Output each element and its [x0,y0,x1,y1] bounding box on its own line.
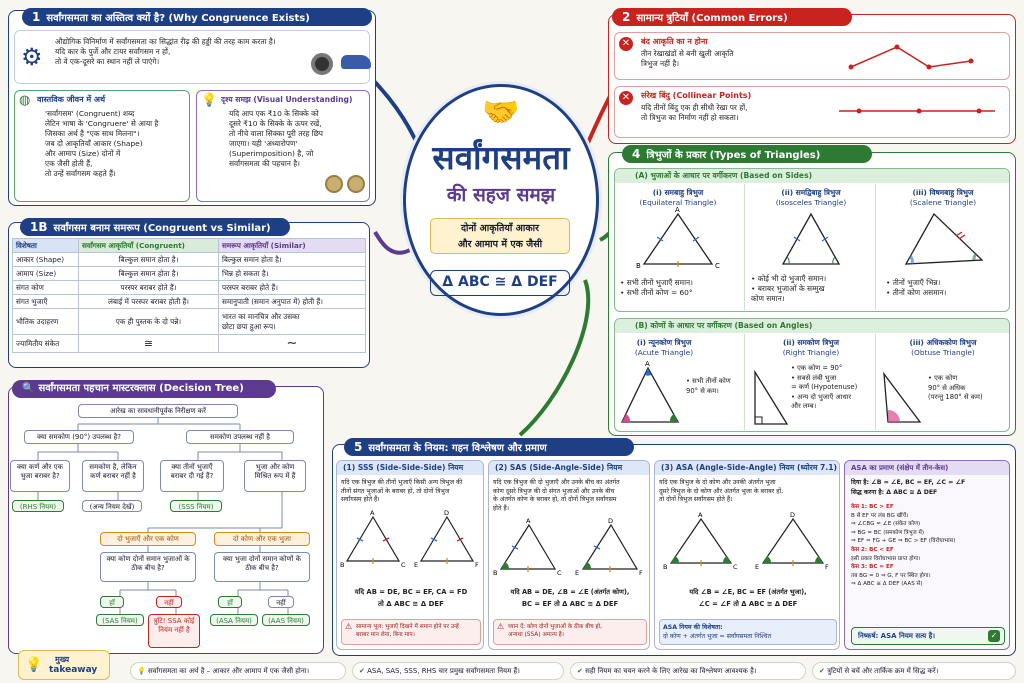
section-1b-number: 1B [30,220,48,234]
isosceles-en: (Isosceles Triangle) [775,198,847,207]
proof-line: ⇒ Δ ABC ≅ Δ DEF (AAS से) [851,581,923,588]
takeaway-item-1 [130,662,346,680]
takeaway-title-1: मुख्य [55,655,70,664]
proof-given: दिया है: ∠B = ∠E, BC = EF, ∠C = ∠F [851,479,966,486]
equilateral-name: (i) समबाहु त्रिभुज [652,188,704,197]
error-1-text [641,49,841,69]
obtuse-en: (Obtuse Triangle) [911,348,975,357]
real-life-title: वास्तविक जीवन में अर्थ [37,95,106,104]
sas-line: के अंतर्गत कोण के बराबर हो, तो दोनों त्रिभुज सर्वांगसम [493,496,617,503]
sss-line: तीनों संगत भुजाओं के बराबर हों, तो दोनों त्रिभुज [341,487,450,495]
asa-eq-2: ∠C = ∠F तो Δ ABC ≅ Δ DEF [698,600,798,608]
takeaway-text: त्रुटियों से बचें और तार्किक क्रम में सिद्ध करें। [827,667,939,675]
sss-eq-1: यदि AB = DE, BC = EF, CA = FD [354,588,468,596]
vertex-label: D [790,511,796,519]
vertex-label: A [698,511,703,519]
right-points [791,364,877,412]
center-tagline-box [430,218,570,254]
point: • कोई भी दो भुजाएँ समान। [751,274,827,283]
asa-text [659,479,839,505]
table-cell: संगत भुजाएँ [13,295,79,309]
real-life-box [14,90,190,202]
sss-warn-line: सामान्य भूल: भुजाएँ दिखने में समान होने पर उन्हें [356,624,459,630]
sas-text [493,479,649,513]
point: • तीनों कोण असमान। [886,288,947,297]
point: कोण समान। [751,294,785,303]
table-row [13,253,366,267]
vertex-label: C [557,569,562,577]
point: (परन्तु 180° से कम) [928,393,983,401]
asa-line: तो दोनों त्रिभुज सर्वांगसम होते हैं। [659,496,733,503]
industry-box [14,30,370,84]
section-4-title: त्रिभुजों के प्रकार (Types of Triangles) [646,150,821,161]
proof-lines [851,503,1009,589]
obtuse-triangle [880,366,924,426]
scalene-en: (Scalene Triangle) [909,198,977,207]
tire-icon [311,53,333,75]
table-header: सर्वांगसम आकृतियाँ (Congruent) [79,239,219,253]
sas-eq-1: यदि AB = DE, ∠B = ∠E (अंतर्गत कोण), [510,588,630,596]
vertex-label: E [755,563,760,571]
tree-other-result: (अन्य नियम देखें) [82,500,142,512]
table-cell: ∼ [219,335,366,353]
section-1b-title: सर्वांगसम बनाम समरूप (Congruent vs Similar) [53,223,271,234]
sas-line: यदि एक त्रिभुज की दो भुजाएँ और उनके बीच का अंतर्गत [493,479,620,486]
table-cell: आमाप (Size) [13,267,79,281]
table-cell: लंबाई में परस्पर बराबर होती हैं। [79,295,219,309]
table-cell: ज्यामितीय संकेत [13,335,79,353]
table-row [13,335,366,353]
collinear-drawing [839,97,999,127]
visual-text [229,109,369,169]
center-formula: Δ ABC ≅ Δ DEF [430,270,570,296]
vertex-label: E [414,561,419,569]
table-cell [219,309,366,335]
visual-box [196,90,370,202]
tree-root: आरेख का सावधानीपूर्वक निरीक्षण करें [78,404,238,418]
table-cell: संगत कोण [13,281,79,295]
takeaway-text: सर्वांगसमता का अर्थ है – आकार और आमाप में एक जैसी होना। [147,667,310,675]
section-2-header [612,8,852,26]
open-figure-drawing [847,37,987,77]
table-header-row [13,239,366,253]
section-4-header [622,145,872,163]
vertex-label: C [733,563,738,571]
table-row [13,309,366,335]
asa-note-text: दो कोण + अंतर्गत भुजा = सर्वांगसमता निश्चित [663,633,772,640]
vertex-label: A [645,360,650,368]
handshake-icon: 🤝 [482,95,520,130]
tree-three-sides: क्या तीनों भुजाएँ बराबर दी गई हैं? [160,460,224,492]
tree-yes-2: हाँ [218,596,242,608]
vertex-label: B [663,563,668,571]
scalene-triangle [878,210,1008,270]
gears-icon: ⚙ [21,43,43,71]
tagline-line-2: और आमाप में एक जैसी [457,239,543,250]
vertex-label: C [715,262,720,270]
vertex-label: C [401,561,406,569]
tree-rhs-result: (RHS नियम) [12,500,64,512]
table-cell: बिल्कुल समान होता है। [79,267,219,281]
vertex-label: F [475,561,479,569]
point: • एक कोण = 90° [791,364,843,372]
point: • सभी तीनों कोण = 60° [620,288,693,297]
meaning-line-1: 'सर्वांगसम' (Congruent) शब्द [45,109,135,118]
vertex-label: E [575,569,580,577]
map-example-line-1: भारत का मानचित्र और उसका [222,311,300,321]
error-collinear [614,86,1010,138]
sss-line: सर्वांगसम होते हैं। [341,496,380,503]
vertex-label: D [444,509,450,517]
right-cell [744,334,876,430]
section-1-title: सर्वांगसमता का अस्तित्व क्यों है? (Why Congruence Exists) [46,13,310,24]
proof-line: इसी प्रकार विरोधाभास प्राप्त होगा। [851,555,921,562]
comparison-table [12,238,366,353]
table-row [13,267,366,281]
coin-icon-2 [347,175,365,193]
sas-line: होते हैं। [493,504,510,512]
error-open-figure [614,32,1010,80]
center-title: सर्वांगसमता [432,138,570,177]
right-triangle [751,368,791,428]
point: = कर्ण (Hypotenuse) [791,383,858,391]
sss-triangles [337,509,485,569]
proof-case-3: केस 3: BC = EF [851,564,894,571]
table-cell: एक ही पुस्तक के दो पन्ने। [79,309,219,335]
error-x-icon: ✕ [619,91,633,105]
sas-rule-card [488,460,650,650]
visual-line-1: यदि आप एक ₹10 के सिक्के को [229,109,319,118]
error-2-line-1: यदि तीनों बिंदु एक ही सीधी रेखा पर हों, [641,103,748,112]
tree-no-right-angle: समकोण उपलब्ध नहीं है [186,430,294,444]
globe-icon: ◍ [19,93,31,108]
takeaway-text: ASA, SAS, SSS, RHS चार प्रमुख सर्वांगसमता नियम हैं। [367,667,520,675]
error-2-title: संरेख बिंदु (Collinear Points) [641,91,752,100]
error-1-title: बंद आकृति का न होना [641,37,708,46]
tree-sas-result: (SAS नियम) [96,614,144,626]
table-cell: बिल्कुल समान होता है। [219,253,366,267]
check-icon: ✔ [359,667,368,675]
lightbulb-icon: 💡 [25,657,43,673]
table-cell: आकार (Shape) [13,253,79,267]
asa-proof-card [844,460,1010,650]
sss-eq-2: तो Δ ABC ≅ Δ DEF [378,600,444,608]
vertex-label: B [340,561,345,569]
section-4-number: 4 [632,147,641,161]
obtuse-points [928,374,1008,403]
sas-warning [493,619,647,645]
point: और लम्ब। [791,402,817,410]
proof-line: तब BG = 0 ⇒ G, F पर स्थित होगा। [851,572,931,579]
proof-to-prove: सिद्ध करना है: Δ ABC ≅ Δ DEF [851,489,938,496]
tree-right-not-hyp: समकोण है, लेकिन कर्ण बराबर नहीं है [82,460,144,492]
visual-line-3: तो नीचे वाला सिक्का पूरी तरह छिप [229,129,323,138]
point: • अन्य दो भुजाएँ आधार [791,392,852,401]
sas-title: (2) SAS (Side-Angle-Side) नियम [489,461,649,475]
sss-text [341,479,483,505]
section-2-number: 2 [622,10,631,24]
isosceles-triangle [745,210,877,270]
meaning-line-5: और आमाप (Size) दोनों में [45,149,121,158]
vertex-label: F [639,569,643,577]
warning-icon: ⚠ [497,622,505,631]
acute-points [686,376,742,396]
table-header: विशेषता [13,239,79,253]
section-3-title: सर्वांगसमता पहचान मास्टरक्लास (Decision Tree) [38,383,244,394]
intro-line-1: औद्योगिक विनिर्माण में सर्वांगसमता का सिद्धांत रीढ़ की हड्डी की तरह काम करता है। [55,37,276,46]
error-1-line-1: तीन रेखाखंडों से बनी खुली आकृति [641,49,734,58]
proof-conclusion [851,627,1005,645]
meaning-line-2: लेटिन भाषा के 'Congruere' से आया है [45,119,159,128]
tree-no-2: नहीं [268,596,294,608]
sas-triangles [489,517,651,577]
takeaway-label [18,650,110,680]
section-5-header [344,438,634,456]
meaning-line-7: तो उन्हें सर्वांगसम कहते हैं। [45,169,116,178]
tagline-line-1: दोनों आकृतियाँ आकार [460,223,540,234]
angles-header: (B) कोणों के आधार पर वर्गीकरण (Based on Angles) [615,319,1009,333]
tree-q-included-angle: क्या कोण दोनों समान भुजाओं के ठीक बीच है? [100,552,196,582]
acute-en: (Acute Triangle) [634,348,694,357]
asa-eq-1: यदि ∠B = ∠E, BC = EF (अंतर्गत भुजा), [689,588,807,596]
table-cell: परस्पर बराबर होते हैं। [79,281,219,295]
tree-aas-result: (AAS नियम) [262,614,310,626]
tree-hyp-side: क्या कर्ण और एक भुजा बराबर है? [10,460,70,492]
sas-warn-line: ध्यान दें: कोण दोनों भुजाओं के ठीक बीच हो, [508,624,602,630]
tree-q-included-side: क्या भुजा दोनों समान कोणों के ठीक बीच है? [214,552,310,582]
proof-conclusion-text: निष्कर्ष: ASA नियम सत्य है। [858,632,936,640]
asa-note-title: ASA नियम की विशेषता: [663,624,723,631]
sides-header: (A) भुजाओं के आधार पर वर्गीकरण (Based on Sides) [615,169,1009,183]
meaning-line-6: एक जैसी होती हैं, [45,159,93,168]
table-cell: बिल्कुल समान होता है। [79,253,219,267]
equilateral-cell [614,184,742,310]
visual-line-4: जाएगा। यही 'अध्यारोपण' [229,139,298,148]
takeaway-item-2 [352,662,564,680]
right-name: (ii) समकोण त्रिभुज [783,338,839,347]
sas-eq-2: BC = EF तो Δ ABC ≅ Δ DEF [521,600,619,608]
point: • सभी तीनों भुजाएँ समान। [620,278,693,287]
takeaway-text: सही नियम का चयन करने के लिए आरेख का विश्लेषण आवश्यक है। [585,667,757,675]
lightbulb-icon: 💡 [201,93,218,108]
asa-rule-card [654,460,840,650]
bulb-bullet-icon: 💡 [137,667,148,675]
table-row [13,281,366,295]
proof-line: ⇒ EF = FG + GE ⇒ BC > EF (विरोधाभास) [851,538,956,545]
equilateral-triangle [614,206,742,270]
table-cell: परस्पर बराबर होते हैं। [219,281,366,295]
coin-icon-1 [325,175,343,193]
sas-warn-line: अन्यथा (SSA) अमान्य है। [508,632,564,638]
industry-text [55,37,315,67]
asa-line: दूसरे त्रिभुज के दो कोण और अंतर्गत भुजा के बराबर हों, [659,487,784,495]
warning-icon: ⚠ [345,622,353,631]
section-1-number: 1 [32,10,41,24]
section-2-title: सामान्य त्रुटियाँ (Common Errors) [636,13,788,24]
error-2-text [641,103,841,123]
proof-case-1: केस 1: BC > EF [851,504,894,510]
table-row [13,295,366,309]
visual-title: दृश्य समझ (Visual Understanding) [221,95,353,104]
visual-line-2: दूसरे ₹10 के सिक्के के ऊपर रखें, [229,119,322,128]
asa-title: (3) ASA (Angle-Side-Angle) नियम (थ्योरम 7.1) [655,461,839,475]
tree-asa-result: (ASA नियम) [210,614,258,626]
sas-line: कोण दूसरे त्रिभुज की दो संगत भुजाओं और उनके बीच [493,487,615,495]
section-1-header [22,8,372,26]
table-cell: ≅ [79,335,219,353]
takeaway-item-4 [812,662,1016,680]
intro-line-2: यदि कार के पुर्जे और टायर सर्वांगसम न हों, [55,47,171,56]
tree-mixed: भुजा और कोण मिश्रित रूप में हैं [244,460,306,492]
vertex-label: F [825,563,829,571]
magnifier-icon: 🔍 [22,383,35,394]
error-2-line-2: तो त्रिभुज का निर्माण नहीं हो सकता। [641,113,739,122]
takeaway-item-3 [570,662,806,680]
tree-sss-result: (SSS नियम) [170,500,222,512]
isosceles-points [751,274,875,304]
map-example-line-2: छोटा छपा हुआ रूप। [222,321,276,331]
asa-triangles [655,511,841,571]
vertex-label: A [675,206,680,214]
real-life-text [45,109,195,179]
tree-q-right-angle: क्या समकोण (90°) उपलब्ध है? [24,430,134,444]
vertex-label: B [636,262,641,270]
point: 90° से अधिक [928,383,966,392]
intro-line-3: तो वे एक-दूसरे का स्थान नहीं ले पाएंगे। [55,57,160,66]
proof-line: ⇒ ∠CBG = ∠E (संकेत कोण) [851,521,921,528]
car-icon [341,55,371,69]
scalene-cell [878,184,1008,310]
tree-yes-1: हाँ [100,596,124,608]
check-icon: ✓ [988,630,1000,642]
section-5-title: सर्वांगसमता के नियम: गहन विश्लेषण और प्रमाण [368,443,547,454]
tree-two-angles-side: दो कोण और एक भुजा [214,532,310,546]
error-1-line-2: त्रिभुज नहीं है। [641,59,680,68]
obtuse-cell [878,334,1008,430]
isosceles-cell [744,184,876,310]
table-cell: समानुपाती (समान अनुपात में) होती हैं। [219,295,366,309]
tree-ssa-error: त्रुटि! SSA कोई नियम नहीं है [148,614,200,648]
sss-warn-line: बराबर मान लेना, बिना माप। [356,632,415,638]
acute-cell [614,334,742,430]
vertex-label: B [493,569,498,577]
vertex-label: A [526,517,531,525]
sss-warning [341,619,481,645]
visual-line-5: (Superimposition) है, जो [229,149,314,158]
equilateral-en: (Equilateral Triangle) [639,198,717,207]
point: • सभी तीनों कोण [686,377,731,385]
equilateral-points [620,278,740,298]
scalene-name: (iii) विषमबाहु त्रिभुज [912,188,974,197]
proof-case-2: केस 2: BC < EF [851,546,894,553]
center-subtitle: की सहज समझ [446,184,556,206]
asa-note [659,619,837,645]
sss-title: (1) SSS (Side-Side-Side) नियम [337,461,483,475]
table-cell: भौतिक उदाहरण [13,309,79,335]
proof-title: ASA का प्रमाण (संक्षेप में तीन-केस) [845,461,1009,475]
isosceles-name: (ii) समद्विबाहु त्रिभुज [781,188,841,197]
proof-line: ⇒ BG = BC (समकोण त्रिभुज में) [851,529,925,536]
section-1b-header [20,218,290,236]
point: 90° से कम। [686,387,719,395]
check-icon: ✔ [577,667,586,675]
visual-line-6: सर्वांगसमता की पहचान है। [229,159,300,168]
point: • तीनों भुजाएँ भिन्न। [886,278,941,287]
point: • एक कोण [928,374,958,382]
table-header: समरूप आकृतियाँ (Similar) [219,239,366,253]
vertex-label: A [370,509,375,517]
scalene-points [886,278,1006,298]
proof-line: B से EF पर लंब BG खींचें। [851,512,909,519]
tree-no-1: नहीं [156,596,182,608]
acute-name: (i) न्यूनकोण त्रिभुज [636,338,692,347]
sss-line: यदि एक त्रिभुज की तीनों भुजाएँ किसी अन्य त्रिभुज की [341,479,463,486]
obtuse-name: (iii) अधिककोण त्रिभुज [909,338,977,347]
meaning-line-4: जब दो आकृतियाँ आकार (Shape) [45,139,143,148]
point: • सबसे लंबी भुजा [791,373,837,382]
error-x-icon: ✕ [619,37,633,51]
section-5-number: 5 [354,440,363,454]
takeaway-title-2: takeaway [49,665,98,675]
right-en: (Right Triangle) [782,348,840,357]
check-icon: ✔ [819,667,828,675]
acute-triangle [618,362,688,428]
meaning-line-3: जिसका अर्थ है "एक साथ मिलना"। [45,129,140,138]
vertex-label: D [608,517,614,525]
tree-two-sides-angle: दो भुजाएँ और एक कोण [100,532,196,546]
point: • बराबर भुजाओं के सम्मुख [751,284,825,293]
sss-rule-card [336,460,484,650]
table-cell: भिन्न हो सकता है। [219,267,366,281]
asa-line: यदि एक त्रिभुज के दो कोण और उनकी अंतर्गत भुजा [659,479,776,486]
